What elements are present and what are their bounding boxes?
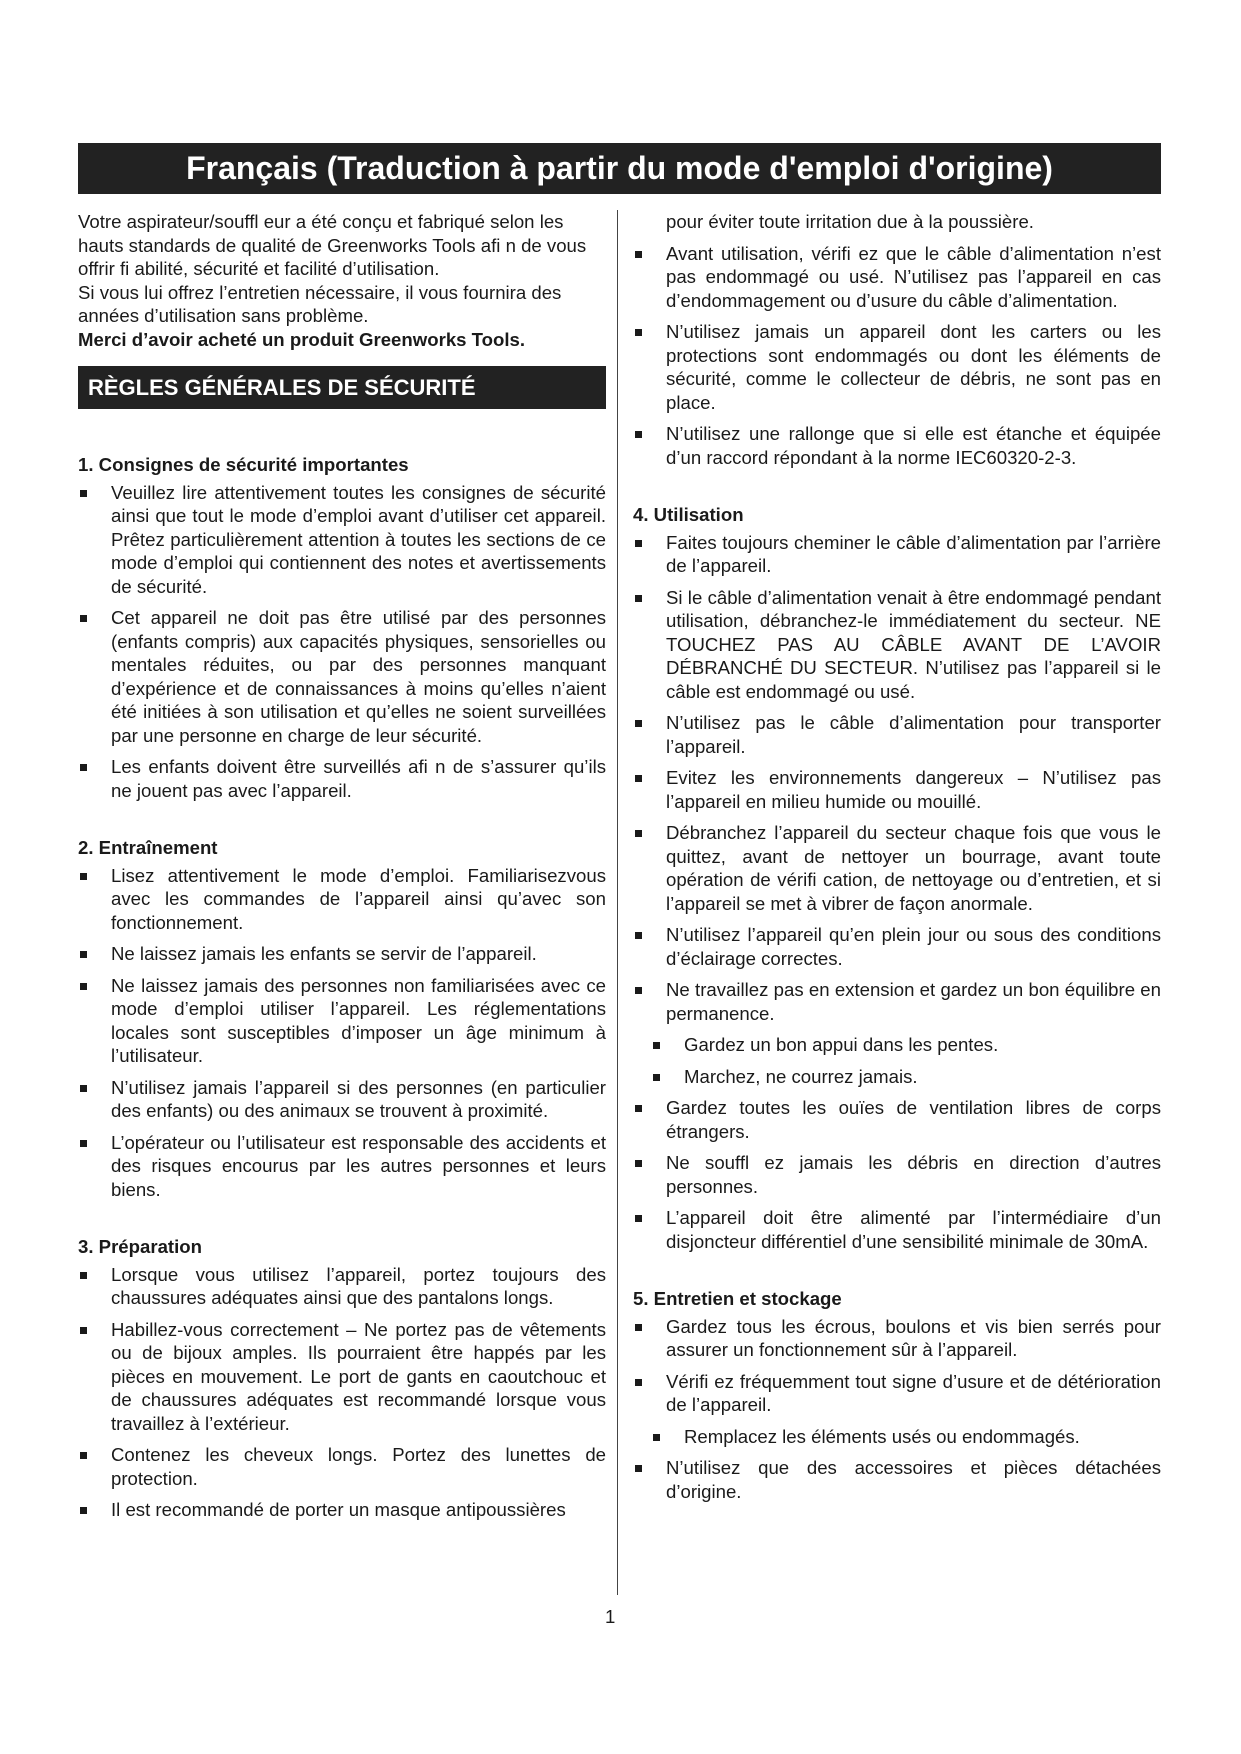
heading-entrainement: 2. Entraînement [78,837,218,858]
list-item: Avant utilisation, vérifi ez que le câble d’alimentation n’est pas endommagé ou usé. N’utilisez pas l’appareil en cas d’endommagement ou d’usure du câble d’alimentation. [633,242,1161,313]
list-item: N’utilisez l’appareil qu’en plein jour ou sous des conditions d’éclairage correctes. [633,923,1161,970]
list-item: N’utilisez que des accessoires et pièces détachées d’origine. [633,1456,1161,1503]
heading-preparation: 3. Préparation [78,1236,203,1257]
list-item: L’appareil doit être alimenté par l’intermédiaire d’un disjoncteur différentiel d’une sensibilité minimale de 30mA. [633,1206,1161,1253]
list-item: Débranchez l’appareil du secteur chaque fois que vous le quittez, avant de nettoyer un bourrage, avant toute opération de vérifi cation, de nettoyage ou d’entretien, et si l’appareil se met à vibrer de façon anormale. [633,821,1161,915]
list-item: Veuillez lire attentivement toutes les consignes de sécurité ainsi que tout le mode d’emploi avant d’utiliser cet appareil. Prêtez particulièrement attention à toutes les sections de ce mode d’emploi qui contiennent des notes et avertissements de sécurité. [78,481,606,599]
heading-consignes: 1. Consignes de sécurité importantes [78,454,409,475]
list-item: Habillez-vous correctement – Ne portez pas de vêtements ou de bijoux amples. Ils pourraient être happés par les pièces en mouvement. Le port de gants en caoutchouc et de chaussures adéquates est recommandé lorsque vous travaillez à l’extérieur. [78,1318,606,1436]
heading-entretien: 5. Entretien et stockage [633,1288,842,1309]
list-item: Contenez les cheveux longs. Portez des lunettes de protection. [78,1443,606,1490]
page-title-banner: Français (Traduction à partir du mode d'emploi d'origine) [78,143,1161,194]
list-item: Lorsque vous utilisez l’appareil, portez toujours des chaussures adéquates ainsi que des pantalons longs. [78,1263,606,1310]
list-item: Gardez toutes les ouïes de ventilation libres de corps étrangers. [633,1096,1161,1143]
list-entretien [633,1315,1161,1504]
intro-paragraph: Votre aspirateur/souffl eur a été conçu et fabriqué selon les hauts standards de qualité de Greenworks Tools afi n de vous offrir fi abilité, sécurité et facilité d’utilisation. [78,211,587,279]
list-item: Si le câble d’alimentation venait à être endommagé pendant utilisation, débranchez-le immédiatement du secteur. NE TOUCHEZ PAS AU CÂBLE AVANT DE L’AVOIR DÉBRANCHÉ DU SECTEUR. N’utilisez pas l’appareil si le câble est endommagé ou usé. [633,586,1161,704]
list-item: Cet appareil ne doit pas être utilisé par des personnes (enfants compris) aux capacités physiques, sensorielles ou mentales réduites, ou par des personnes manquant d’expérience et de connaissances à moins qu’elles n’aient été initiées à son utilisation et qu’elles ne soient surveillées par une personne en charge de leur sécurité. [78,606,606,747]
sub-list-item: Marchez, ne courrez jamais. [633,1065,1161,1089]
heading-utilisation: 4. Utilisation [633,504,744,525]
intro-paragraph: Si vous lui offrez l’entretien nécessaire, il vous fournira des années d’utilisation sans problème. [78,281,562,326]
list-item: Ne travaillez pas en extension et gardez un bon équilibre en permanence. [633,978,1161,1025]
sub-list-item: Remplacez les éléments usés ou endommagés. [633,1425,1161,1449]
list-item: Ne laissez jamais des personnes non familiarisées avec ce mode d’emploi utiliser l’appareil. Les réglementations locales sont susceptibles d’imposer un âge minimum à l’utilisateur. [78,974,606,1068]
left-column [78,210,606,1530]
section-title-safety: RÈGLES GÉNÉRALES DE SÉCURITÉ [78,366,606,409]
list-item: Evitez les environnements dangereux – N’utilisez pas l’appareil en milieu humide ou mouillé. [633,766,1161,813]
list-preparation-cont [633,242,1161,470]
intro [78,210,606,351]
column-divider [617,210,618,1595]
list-item: Il est recommandé de porter un masque antipoussières [78,1498,606,1522]
list-item: Ne souffl ez jamais les débris en direction d’autres personnes. [633,1151,1161,1198]
list-item: Ne laissez jamais les enfants se servir de l’appareil. [78,942,606,966]
continuation-text: pour éviter toute irritation due à la poussière. [666,211,1034,232]
list-item: Gardez tous les écrous, boulons et vis bien serrés pour assurer un fonctionnement sûr à l’appareil. [633,1315,1161,1362]
list-item: Lisez attentivement le mode d’emploi. Familiarisezvous avec les commandes de l’appareil ainsi qu’avec son fonctionnement. [78,864,606,935]
list-item: Vérifi ez fréquemment tout signe d’usure et de détérioration de l’appareil. [633,1370,1161,1417]
sub-list-item: Gardez un bon appui dans les pentes. [633,1033,1161,1057]
list-preparation [78,1263,606,1522]
list-item: Les enfants doivent être surveillés afi n de s’assurer qu’ils ne jouent pas avec l’appareil. [78,755,606,802]
list-item: L’opérateur ou l’utilisateur est responsable des accidents et des risques encourus par les autres personnes et leurs biens. [78,1131,606,1202]
list-utilisation [633,531,1161,1254]
intro-thanks: Merci d’avoir acheté un produit Greenworks Tools. [78,328,526,350]
list-item: N’utilisez pas le câble d’alimentation pour transporter l’appareil. [633,711,1161,758]
right-column [633,210,1161,1511]
list-item: N’utilisez jamais un appareil dont les carters ou les protections sont endommagés ou dont les éléments de sécurité, comme le collecteur de débris, ne sont pas en place. [633,320,1161,414]
list-entrainement [78,864,606,1202]
list-item: Faites toujours cheminer le câble d’alimentation par l’arrière de l’appareil. [633,531,1161,578]
list-consignes [78,481,606,803]
list-item: N’utilisez une rallonge que si elle est étanche et équipée d’un raccord répondant à la norme IEC60320-2-3. [633,422,1161,469]
list-item: N’utilisez jamais l’appareil si des personnes (en particulier des enfants) ou des animaux se trouvent à proximité. [78,1076,606,1123]
page-number: 1 [605,1606,616,1627]
